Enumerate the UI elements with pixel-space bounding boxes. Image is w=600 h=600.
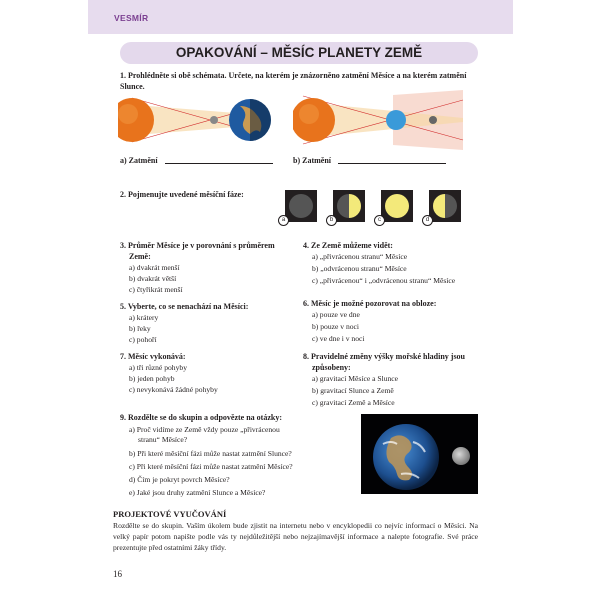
- q8-option-b[interactable]: b) gravitací Slunce a Země: [312, 386, 394, 395]
- earth-shadow: [250, 99, 271, 141]
- moon-lit-half: [433, 194, 445, 218]
- eclipse-diagram-a: [118, 94, 278, 146]
- q7-option-a[interactable]: a) tři různé pohyby: [129, 363, 187, 372]
- q9-item-a-cont: stranu“ Měsíce?: [138, 435, 188, 444]
- title-bar: [120, 42, 478, 64]
- sun-highlight: [118, 104, 138, 124]
- q1-answer-a-label: a) Zatmění: [120, 156, 158, 165]
- moon-icon: [210, 116, 218, 124]
- q1-answer-b-line[interactable]: [338, 163, 446, 164]
- q5-text: 5. Vyberte, co se nenachází na Měsíci:: [120, 302, 249, 311]
- moon-icon: [429, 116, 437, 124]
- q6-option-c[interactable]: c) ve dne i v noci: [312, 334, 365, 343]
- eclipse-diagram-b: [293, 90, 468, 150]
- earth-moon-photo: [361, 414, 478, 494]
- page-number: 16: [113, 569, 122, 579]
- q6-option-a[interactable]: a) pouze ve dne: [312, 310, 360, 319]
- q5-option-c[interactable]: c) pohoří: [129, 335, 157, 344]
- q9-item-b: b) Při které měsíční fázi může nastat zatmění Slunce?: [129, 449, 292, 458]
- page-title: OPAKOVÁNÍ – MĚSÍC PLANETY ZEMĚ: [175, 45, 423, 60]
- q4-option-c[interactable]: c) „přivrácenou“ i „odvrácenou stranu“ Měsíce: [312, 276, 456, 285]
- q3-option-c[interactable]: c) čtyřikrát menší: [129, 285, 183, 294]
- q3-option-a[interactable]: a) dvakrát menší: [129, 263, 180, 272]
- q2-text: 2. Pojmenujte uvedené měsíční fáze:: [120, 190, 244, 199]
- q4-text: 4. Ze Země můžeme vidět:: [303, 241, 393, 250]
- phase-new-moon: [285, 190, 317, 222]
- q9-item-d: d) Čím je pokryt povrch Měsíce?: [129, 475, 230, 484]
- q8-option-c[interactable]: c) gravitací Země a Měsíce: [312, 398, 395, 407]
- phase-full-moon: [381, 190, 413, 222]
- q9-text: 9. Rozdělte se do skupin a odpovězte na otázky:: [120, 413, 283, 422]
- q3-text-line2: Země:: [129, 252, 151, 261]
- q3-option-b[interactable]: b) dvakrát větší: [129, 274, 177, 283]
- q9-item-a: a) Proč vidíme ze Země vždy pouze „přivrácenou: [129, 425, 280, 434]
- q9-item-e: e) Jaké jsou druhy zatmění Slunce a Měsíce?: [129, 488, 266, 497]
- q4-option-a[interactable]: a) „přivrácenou stranu“ Měsíce: [312, 252, 408, 261]
- q6-text: 6. Měsíc je možné pozorovat na obloze:: [303, 299, 437, 308]
- q1-text: 1. Prohlédněte si obě schémata. Určete, na kterém je znázorněno zatmění Měsíce a na kterém zatmění Slunce.: [120, 71, 467, 91]
- moon-globe: [452, 447, 470, 465]
- q3-text-line1: 3. Průměr Měsíce je v porovnání s průměrem: [120, 241, 275, 250]
- q1-answer-b-label: b) Zatmění: [293, 156, 331, 165]
- q6-option-b[interactable]: b) pouze v noci: [312, 322, 360, 331]
- q9-item-c: c) Při které měsíční fázi může nastat zatmění Měsíce?: [129, 462, 293, 471]
- q5-option-a[interactable]: a) krátery: [129, 313, 159, 322]
- q7-text: 7. Měsíc vykonává:: [120, 352, 186, 361]
- q7-option-b[interactable]: b) jeden pohyb: [129, 374, 175, 383]
- q8-option-a[interactable]: a) gravitací Měsíce a Slunce: [312, 374, 399, 383]
- phase-last-quarter: [429, 190, 461, 222]
- section-tag: VESMÍR: [114, 13, 149, 23]
- phase-letter-b: b: [326, 215, 337, 226]
- header-band: [88, 0, 513, 34]
- phase-letter-c: c: [374, 215, 385, 226]
- q7-option-c[interactable]: c) nevykonává žádné pohyby: [129, 385, 218, 394]
- phase-first-quarter: [333, 190, 365, 222]
- q4-option-b[interactable]: b) „odvrácenou stranu“ Měsíce: [312, 264, 407, 273]
- sun-highlight: [299, 104, 319, 124]
- project-text: Rozdělte se do skupin. Vaším úkolem bude zjistit na internetu nebo v encyklopedii co nejvíc informací o Měsíci. Na velký papír potom napište podle vás ty nejdůležitější nebo nejzajímavější informace a nalepte fotografie. Své práce prezentujte před ostatními žáky třídy.: [113, 521, 478, 552]
- phase-letter-a: a: [278, 215, 289, 226]
- earth-icon: [386, 110, 406, 130]
- moon-phase-icon: [289, 194, 313, 218]
- q1-answer-a-line[interactable]: [165, 163, 273, 164]
- project-title: PROJEKTOVÉ VYUČOVÁNÍ: [113, 509, 227, 519]
- worksheet-page: [88, 0, 513, 600]
- moon-phase-icon: [385, 194, 409, 218]
- q8-text-line1: 8. Pravidelné změny výšky mořské hladiny jsou: [303, 352, 466, 361]
- q8-text-line2: způsobeny:: [312, 363, 351, 372]
- moon-lit-half: [349, 194, 361, 218]
- phase-letter-d: d: [422, 215, 433, 226]
- q5-option-b[interactable]: b) řeky: [129, 324, 151, 333]
